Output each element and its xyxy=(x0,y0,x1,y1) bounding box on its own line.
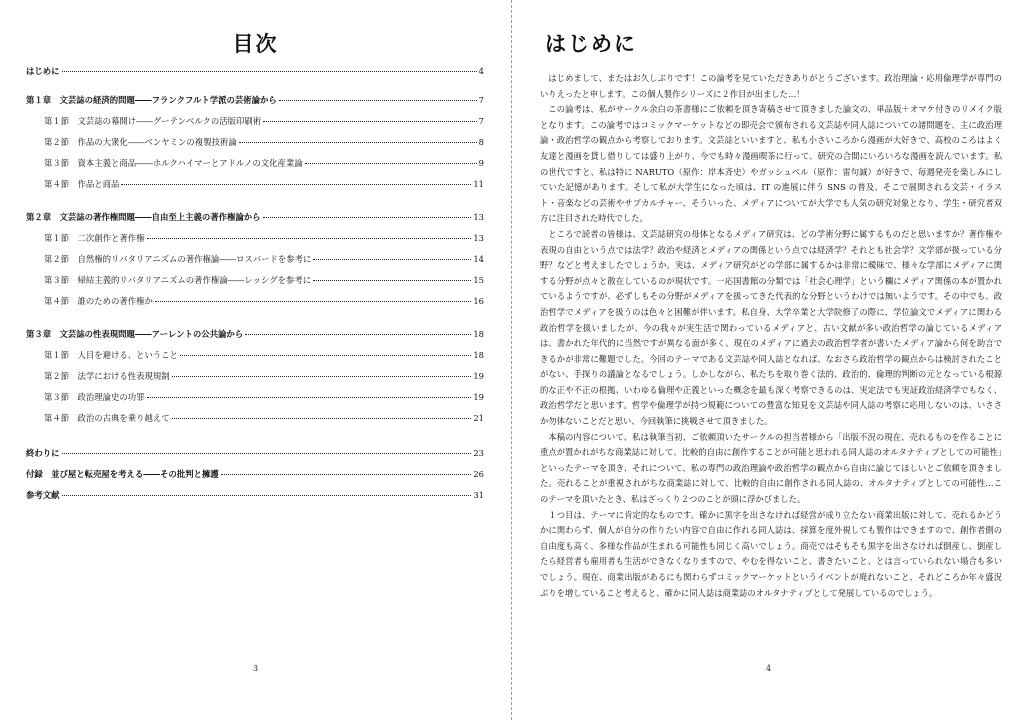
toc-leader-dots xyxy=(305,163,477,164)
toc-entry-page: 14 xyxy=(473,254,484,264)
toc-entry-title: 第２節 作品の大衆化――ベンヤミンの複製技術論 xyxy=(44,137,237,147)
toc-section-entry[interactable] xyxy=(26,413,484,424)
toc-leader-dots xyxy=(172,418,472,419)
toc-leader-dots xyxy=(121,184,471,185)
introduction-body xyxy=(540,71,1002,601)
toc-entry-title: 終わりに xyxy=(26,448,60,458)
toc-entry-title: 第３節 政治理論史の功罪 xyxy=(44,392,145,402)
toc-leader-dots xyxy=(180,355,471,356)
toc-section-entry[interactable] xyxy=(26,116,484,127)
toc-chapter-entry[interactable] xyxy=(26,66,484,77)
toc-leader-dots xyxy=(221,474,472,475)
toc-entry-title: はじめに xyxy=(26,66,60,76)
toc-chapter-entry[interactable] xyxy=(26,329,484,340)
toc-entry-page: 18 xyxy=(473,329,484,339)
body-paragraph: この論考は、私がサークル余白の茶書様にご依頼を頂き寄稿させて頂きました論文の、単品版＋オマケ付きのリメイク版となります。この論考ではコミックマーケットなどの即売会で頒布される文芸誌や同人誌についての諸問題を、主に政治理論・政治哲学の観点から考察しております。文芸誌といいますと、私も小さいころから漫画が大好きで、高校のころはよく友達と漫画を貸し借りしては盛り上がり、今でも時々漫画喫茶に行って、研究の合間にいろいろな漫画を読んでいます。私の世代ですと、私は特に NARUTO（原作：岸本斉史）やガッシュベル（原作：雷句誠）が好きで、毎週発売を楽しみにしていた記憶があります。そして私が大学生になった頃は、IT の進展に伴う SNS の普及、そこで展開される文芸・イラスト・音楽などの芸術やサブカルチャー、そういった、メディアについてが大学でも人気の研究対象となり、学生・研究者双方に注目された時代でした。 xyxy=(540,104,1002,224)
toc-entry-title: 第３章 文芸誌の性表現問題――アーレントの公共論から xyxy=(26,329,244,339)
toc-entry-page: 15 xyxy=(473,275,484,285)
toc-entry-title: 参考文献 xyxy=(26,490,60,500)
toc-chapter-entry[interactable] xyxy=(26,448,484,459)
body-paragraph: １つ目は、テーマに肯定的なものです。確かに黒字を出さなければ経営が成り立たない商業出版に対して、売れるかどうかに関わらず、個人が自分の作りたい内容で自由に作れる同人誌は、採算を度外視しても製作はできますので、創作者側の自由度も高く、多様な作品が生まれる可能性も同じく高いでしょう。商売ではそもそも黒字を出さなければ倒産し、倒産したら経営者も雇用者も生活ができなくなりますので、やむを得ないこと、書きたいこと、とは言っていられない場合も多いでしょう。現在、商業出版があるにも関わらずコミックマーケットというイベントが廃れないこと、それどころか年々盛況ぶりを増していること考えると、確かに同人誌は商業誌のオルタナティブとして発展しているのでしょう。 xyxy=(540,509,1002,598)
toc-section-entry[interactable] xyxy=(26,392,484,403)
toc-entry-title: 第４節 政治の古典を乗り越えて xyxy=(44,413,170,423)
toc-section-entry[interactable] xyxy=(26,296,484,307)
toc-entry-title: 第２章 文芸誌の著作権問題――自由至上主義の著作権論から xyxy=(26,212,261,222)
toc-entry-page: 19 xyxy=(473,392,484,402)
toc-leader-dots xyxy=(62,71,477,72)
toc-entry-page: 19 xyxy=(473,371,484,381)
toc-entry-title: 第３節 帰結主義的リバタリアニズムの著作権論――レッシグを参考に xyxy=(44,275,312,285)
toc-entry-title: 第２節 法学における性表現規制 xyxy=(44,371,170,381)
toc-entry-title: 第４節 作品と商品 xyxy=(44,179,120,189)
toc-entry-page: 16 xyxy=(473,296,484,306)
toc-entry-title: 第１節 文芸誌の幕開け――グーテンベルクの活版印刷術 xyxy=(44,116,262,126)
toc-leader-dots xyxy=(155,301,471,302)
page-number: 4 xyxy=(765,664,772,673)
toc-leader-dots xyxy=(313,280,471,281)
toc-leader-dots xyxy=(245,334,471,335)
introduction-title: はじめに xyxy=(545,31,637,56)
toc-entry-page: 7 xyxy=(478,116,484,126)
body-paragraph: 本稿の内容について、私は執筆当初、ご依頼頂いたサークルの担当者様から「出版不況の現在、売れるものを作ることに重点が置かれがちな商業誌に対して、比較的自由に創作することが可能と思われる同人誌のオルタナティブとしての可能性」といったテーマを頂き、それについて、私の専門の政治理論や政治哲学の観点から自由に論じてほしいとご依頼を頂きました。売れることが重視されがちな商業誌に対して、比較的自由に創作される同人誌の、オルタナティブとしての可能性…このテーマを頂いたとき、私はざっくり２つのことが頭に浮かびました。 xyxy=(540,431,1002,505)
toc-section-entry[interactable] xyxy=(26,158,484,169)
toc-entry-page: 13 xyxy=(473,212,484,222)
toc-leader-dots xyxy=(313,259,471,260)
toc-entry-page: 4 xyxy=(478,66,484,76)
toc-leader-dots xyxy=(147,397,472,398)
toc-section-entry[interactable] xyxy=(26,233,484,244)
toc-leader-dots xyxy=(279,100,477,101)
toc-leader-dots xyxy=(147,238,472,239)
toc-entry-page: 23 xyxy=(473,448,484,458)
toc-section-entry[interactable] xyxy=(26,275,484,286)
toc-section-entry[interactable] xyxy=(26,350,484,361)
toc-chapter-entry[interactable] xyxy=(26,212,484,223)
toc-entry-title: 第１節 人目を避ける、ということ xyxy=(44,350,178,360)
page-number: 3 xyxy=(252,664,259,673)
toc-chapter-entry[interactable] xyxy=(26,490,484,501)
toc-entry-page: 13 xyxy=(473,233,484,243)
toc-entry-title: 付録 並び屋と転売屋を考える――その批判と擁護 xyxy=(26,469,219,479)
toc-entry-title: 第１章 文芸誌の経済的問題――フランクフルト学派の芸術論から xyxy=(26,95,277,105)
toc-entry-title: 第２節 自然権的リバタリアニズムの著作権論――ロスバードを参考に xyxy=(44,254,312,264)
toc-page xyxy=(0,0,511,720)
toc-entry-page: 21 xyxy=(473,413,484,423)
toc-section-entry[interactable] xyxy=(26,179,484,190)
toc-entry-title: 第１節 二次創作と著作権 xyxy=(44,233,145,243)
toc-section-entry[interactable] xyxy=(26,371,484,382)
toc-section-entry[interactable] xyxy=(26,254,484,265)
toc-entry-page: 26 xyxy=(473,469,484,479)
toc-entry-page: 7 xyxy=(478,95,484,105)
toc-entry-page: 11 xyxy=(473,179,484,189)
body-paragraph: はじめまして、またはお久しぶりです！この論考を見ていただきありがとうございます。政治理論・応用倫理学が専門のいりえったと申します。この個人製作シリーズに２作目が出ました…！ xyxy=(540,73,1002,99)
table-of-contents xyxy=(26,66,484,501)
toc-leader-dots xyxy=(239,142,477,143)
toc-chapter-entry[interactable] xyxy=(26,95,484,106)
toc-leader-dots xyxy=(62,495,472,496)
body-paragraph: ところで読者の皆様は、文芸誌研究の母体となるメディア研究は、どの学術分野に属するものだと思いますか？著作権や表現の自由という点では法学？政治や経済とメディアの関係という点では経済学？それとも社会学？文学部が扱っている分野？などと考えましたでしょうか。実は、メディア研究がどの学部に属するかは非常に曖昧で、様々な学部にメディアに関する分野が点々と散在しているのが現状です。一応国書館の分類では「社会心理学」という欄にメディア関係の本が置かれているようですが、必ずしもその分野がメディアを扱ってきた代表的な分野というわけでは無いようです。その中でも、政治哲学でメディアを扱うのは色々と困難が伴います。私自身、大学卒業と大学院修了の際に、学位論文でメディアに関わる政治哲学を扱いましたが、今の我々が実生活で関わっているメディアと、古い文献が多い政治哲学の論じているメディアは、書かれた年代的に当然ですが異なる面が多く、現在のメディアに過去の政治哲学者が書いたメディア論から何を助言できるかが非常に難題でした。今回のテーマである文芸誌や同人誌となれば、なおさら政治哲学の観点からは検討されたことがない、手探りの議論となるでしょう。しかしながら、私たちを取り巻く法的、政治的、倫理的判断の元となっている根源的な正や不正の根拠、いわゆる倫理や正義といった概念を最も深く考察できるのは、実定法でも実証政治経済学でもなく、政治哲学だと思います。哲学や倫理学が持つ規範についての豊富な知見を文芸誌や同人誌の考察に応用しないのは、いささか勿体ないことだと思い、今回執筆に挑戦させて頂きました。 xyxy=(540,228,1002,427)
page-divider xyxy=(511,0,512,720)
toc-chapter-entry[interactable] xyxy=(26,469,484,480)
toc-entry-page: 9 xyxy=(478,158,484,168)
toc-leader-dots xyxy=(172,376,472,377)
toc-leader-dots xyxy=(263,121,476,122)
toc-leader-dots xyxy=(263,217,472,218)
toc-entry-title: 第３節 資本主義と商品――ホルクハイマーとアドルノの文化産業論 xyxy=(44,158,303,168)
toc-leader-dots xyxy=(62,453,472,454)
toc-entry-page: 18 xyxy=(473,350,484,360)
toc-entry-page: 8 xyxy=(478,137,484,147)
toc-entry-page: 31 xyxy=(473,490,484,500)
toc-section-entry[interactable] xyxy=(26,137,484,148)
toc-entry-title: 第４節 誰のための著作権か xyxy=(44,296,153,306)
toc-title: 目次 xyxy=(232,31,279,56)
